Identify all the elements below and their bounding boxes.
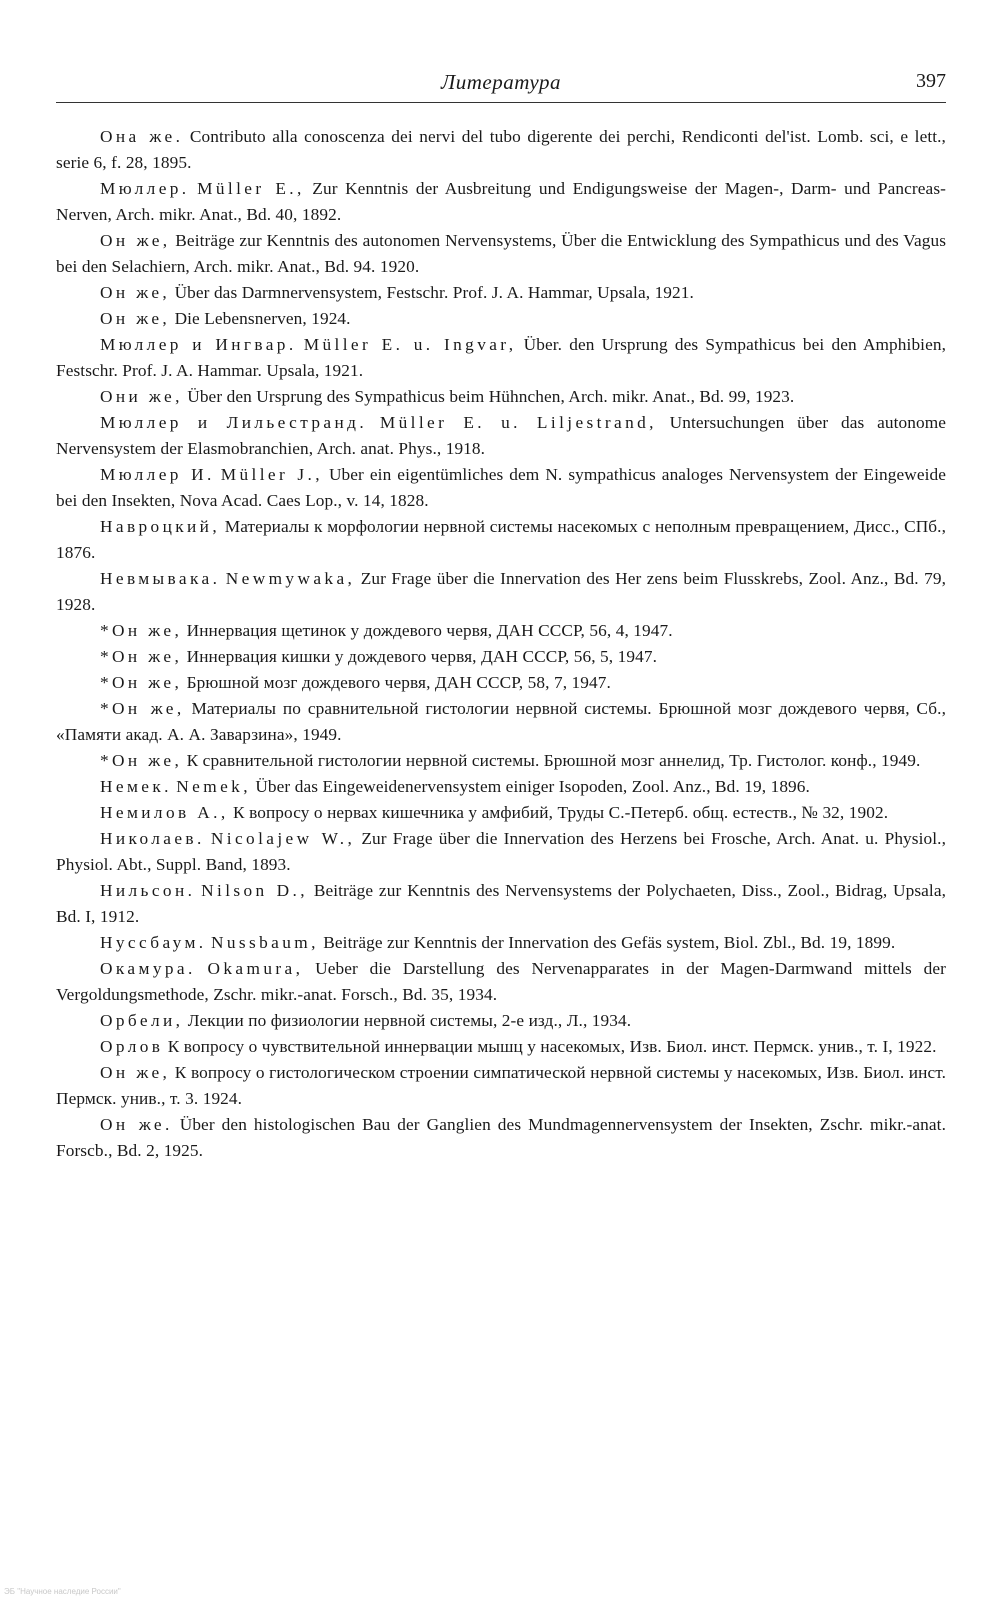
bibliography-entry — [56, 956, 946, 1008]
entry-text: Иннервация щетинок у дождевого червя, ДАН СССР, 56, 4, 1947. — [186, 621, 673, 640]
entry-author: Он же, — [100, 283, 171, 302]
bibliography-entry — [56, 306, 946, 332]
entry-text: Ueber die Darstellung des Nervenapparates in der Magen-Darmwand mittels der Vergoldungsmethode, Zschr. mikr.-anat. Forsch., Bd. 35, 1934. — [56, 959, 947, 1004]
entry-text: Über den Ursprung des Sympathicus beim Hühnchen, Arch. mikr. Anat., Bd. 99, 1923. — [187, 387, 795, 406]
entry-text: Beiträge zur Kenntnis des Nervensystems der Polychaeten, Diss., Zool., Bidrag, Upsala, Bd. I, 1912. — [56, 881, 947, 926]
entry-text: Über das Eingeweidenervensystem einiger Isopoden, Zool. Anz., Bd. 19, 1896. — [255, 777, 810, 796]
entry-text: Zur Frage über die Innervation des Her zens beim Flusskrebs, Zool. Anz., Bd. 79, 1928. — [56, 569, 946, 614]
entry-author: Нуссбаум. — [100, 933, 207, 952]
bibliography-entry — [56, 228, 946, 280]
entry-author-latin: Müller E., — [197, 179, 305, 198]
entry-author: Николаев. — [100, 829, 205, 848]
entry-text: К вопросу о гистологическом строении симпатической нервной системы у насекомых, Изв. Биол. инст. Пермск. унив., т. 3. 1924. — [56, 1063, 946, 1108]
entry-author: Орбели, — [100, 1011, 184, 1030]
entry-author: Он же, — [100, 231, 171, 250]
bibliography-entry — [56, 748, 946, 774]
entry-text: Материалы к морфологии нервной системы насекомых с неполным превращением, Дисс., СПб., 1876. — [56, 517, 947, 562]
entry-text: Материалы по сравнительной гистологии нервной системы. Брюшной мозг дождевого червя, Сб., «Памяти акад. А. А. Заварзина», 1949. — [56, 699, 947, 744]
bibliography-list — [56, 124, 946, 1164]
bibliography-entry — [56, 644, 946, 670]
entry-author-latin: Okamura, — [207, 959, 304, 978]
entry-author-latin: Nemek, — [176, 777, 251, 796]
entry-author: *Он же, — [100, 673, 183, 692]
entry-author: Мюллер и Ингвар. — [100, 335, 297, 354]
entry-text: Лекции по физиологии нервной системы, 2-е изд., Л., 1934. — [187, 1011, 632, 1030]
entry-author: Орлов — [100, 1037, 164, 1056]
entry-author: Она же. — [100, 127, 184, 146]
entry-text: Beiträge zur Kenntnis der Innervation des Gefäs system, Biol. Zbl., Bd. 19, 1899. — [323, 933, 896, 952]
bibliography-entry — [56, 462, 946, 514]
entry-author: Навроцкий, — [100, 517, 221, 536]
entry-text: Über das Darmnervensystem, Festschr. Prof. J. A. Hammar, Upsala, 1921. — [174, 283, 694, 302]
running-title: Литература — [441, 70, 561, 94]
bibliography-entry — [56, 800, 946, 826]
bibliography-entry — [56, 1112, 946, 1164]
entry-author: Он же. — [100, 1115, 173, 1134]
entry-text: Über den histologischen Bau der Ganglien des Mundmagennervensystem der Insekten, Zschr. mikr.-anat. Forscb., Bd. 2, 1925. — [56, 1115, 947, 1160]
bibliography-entry — [56, 332, 946, 384]
bibliography-entry — [56, 280, 946, 306]
bibliography-entry — [56, 514, 946, 566]
entry-text: Zur Frage über die Innervation des Herzens bei Frosche, Arch. Anat. u. Physiol., Physiol. Abt., Suppl. Band, 1893. — [56, 829, 947, 874]
bibliography-entry — [56, 878, 946, 930]
bibliography-entry — [56, 774, 946, 800]
entry-author-latin: Müller E. u. Liljestrand, — [379, 413, 657, 432]
entry-author: Он же, — [100, 309, 171, 328]
page-number: 397 — [916, 70, 946, 92]
entry-author-latin: Müller E. u. Ingvar, — [303, 335, 517, 354]
entry-author-latin: Newmywaka, — [225, 569, 356, 588]
entry-author: *Он же, — [100, 699, 185, 718]
entry-author: *Он же, — [100, 751, 183, 770]
entry-author: Немек. — [100, 777, 172, 796]
entry-text: Брюшной мозг дождевого червя, ДАН СССР, 58, 7, 1947. — [186, 673, 611, 692]
entry-text: Über. den Ursprung des Sympathicus bei den Amphibien, Festschr. Prof. J. A. Hammar. Upsala, 1921. — [56, 335, 947, 380]
header-rule — [56, 102, 946, 103]
entry-author: Они же, — [100, 387, 183, 406]
entry-text: Uber ein eigentümliches dem N. sympathicus analoges Nervensystem der Eingeweide bei den Insekten, Nova Acad. Caes Lop., v. 14, 1828. — [56, 465, 947, 510]
bibliography-entry — [56, 566, 946, 618]
entry-author: *Он же, — [100, 621, 183, 640]
entry-text: К вопросу о нервах кишечника у амфибий, Труды С.-Петерб. общ. естеств., № 32, 1902. — [233, 803, 889, 822]
entry-author: Окамура. — [100, 959, 196, 978]
bibliography-entry — [56, 930, 946, 956]
bibliography-entry — [56, 1034, 946, 1060]
bibliography-entry — [56, 696, 946, 748]
entry-text: К вопросу о чувствительной иннервации мышц у насекомых, Изв. Биол. инст. Пермск. унив., т. I, 1922. — [167, 1037, 937, 1056]
entry-text: Contributo alla conoscenza dei nervi del tubo digerente dei perchi, Rendiconti del'ist. Lomb. sci, e lett., serie 6, f. 28, 1895. — [56, 127, 946, 172]
bibliography-entry — [56, 384, 946, 410]
entry-author: Мюллер. — [100, 179, 190, 198]
bibliography-entry — [56, 176, 946, 228]
bibliography-entry — [56, 670, 946, 696]
entry-text: К сравнительной гистологии нервной системы. Брюшной мозг аннелид, Тр. Гистолог. конф., 1949. — [186, 751, 921, 770]
entry-text: Zur Kenntnis der Ausbreitung und Endigungsweise der Magen-, Darm- und Pancreas-Nerven, Arch. mikr. Anat., Bd. 40, 1892. — [56, 179, 947, 224]
bibliography-entry — [56, 410, 946, 462]
bibliography-entry — [56, 1060, 946, 1112]
page-header — [56, 70, 946, 102]
entry-author: Он же, — [100, 1063, 171, 1082]
bibliography-entry — [56, 1008, 946, 1034]
entry-author: *Он же, — [100, 647, 183, 666]
entry-author: Невмывака. — [100, 569, 221, 588]
entry-text: Иннервация кишки у дождевого червя, ДАН СССР, 56, 5, 1947. — [186, 647, 658, 666]
entry-author: Нильсон. — [100, 881, 196, 900]
bibliography-entry — [56, 826, 946, 878]
entry-text: Untersuchungen über das autonome Nervensystem der Elasmobranchien, Arch. anat. Phys., 1918. — [56, 413, 947, 458]
entry-author: Немилов А., — [100, 803, 229, 822]
bibliography-entry — [56, 618, 946, 644]
entry-author-latin: Nussbaum, — [210, 933, 319, 952]
entry-text: Die Lebensnerven, 1924. — [174, 309, 351, 328]
entry-author-latin: Müller J., — [220, 465, 323, 484]
entry-author-latin: Nicolajew W., — [210, 829, 356, 848]
entry-author-latin: Nilson D., — [201, 881, 309, 900]
entry-text: Beiträge zur Kenntnis des autonomen Nervensystems, Über die Entwicklung des Sympathicus und des Vagus bei den Selachiern, Arch. mikr. Anat., Bd. 94. 1920. — [56, 231, 947, 276]
entry-author: Мюллер И. — [100, 465, 215, 484]
entry-author: Мюллер и Лильестранд. — [100, 413, 368, 432]
bibliography-entry — [56, 124, 946, 176]
watermark: ЭБ "Научное наследие России" — [4, 1587, 121, 1596]
